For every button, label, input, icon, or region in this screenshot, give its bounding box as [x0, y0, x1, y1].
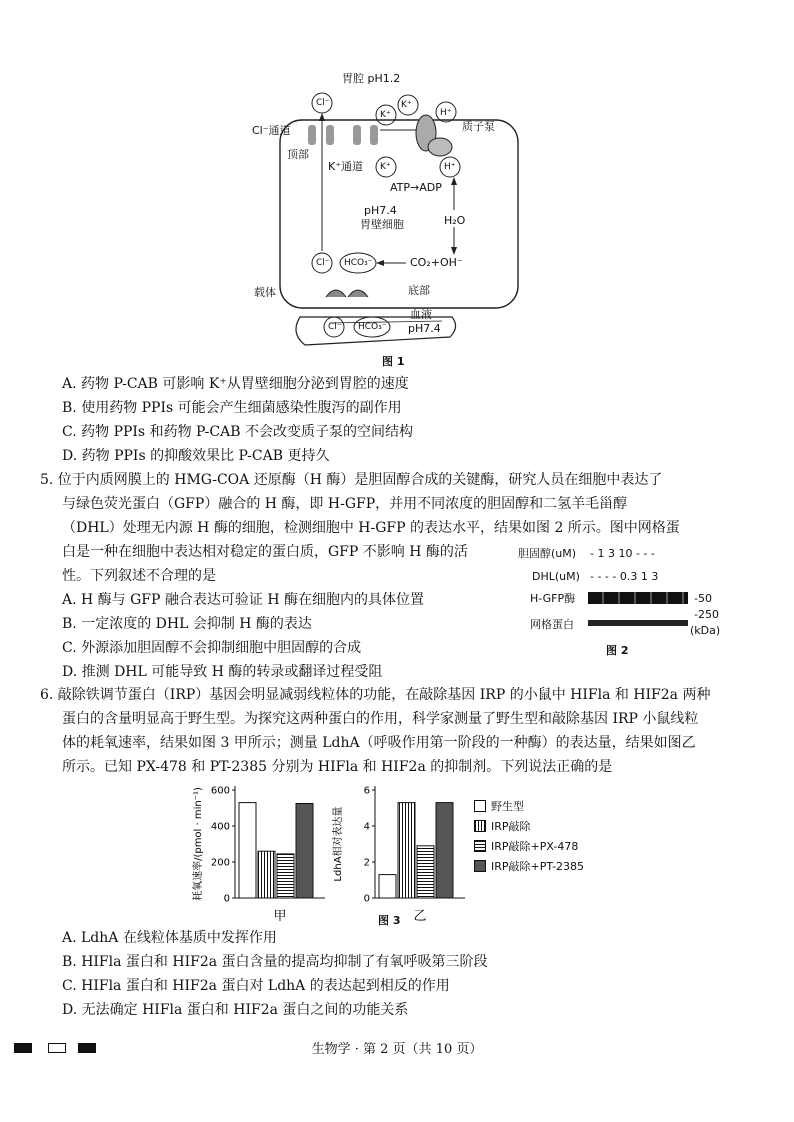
fig2-row3-label: H-GFP酶: [530, 592, 576, 605]
fig1-basal-label: 底部: [408, 284, 430, 297]
q5-line-3: （DHL）处理无内源 H 酶的细胞，检测细胞中 H-GFP 的表达水平，结果如图 2 所示。图中网格蛋: [62, 520, 680, 536]
fig1-cl-channel-label: Cl⁻通道: [252, 124, 291, 137]
legend-item-wildtype: [474, 796, 584, 816]
chart1-bar-1: [398, 803, 415, 898]
q5-option-c: C. 外源添加胆固醇不会抑制细胞中胆固醇的合成: [62, 640, 362, 656]
chart0-ytick-label-1: 200: [210, 857, 230, 869]
fig1-k-channel-label: K⁺通道: [328, 160, 364, 173]
q5-option-b: B. 一定浓度的 DHL 会抑制 H 酶的表达: [62, 616, 312, 632]
q5-line-4: 白是一种在细胞中表达相对稳定的蛋白质，GFP 不影响 H 酶的活: [62, 544, 468, 560]
fig2-row2-label: DHL(uM): [532, 570, 580, 583]
chart1-ytick-label-3: 6: [363, 785, 370, 797]
fig2-row1-label: 胆固醇(uM): [518, 547, 577, 560]
chart0-bar-3: [296, 804, 313, 899]
q6-option-b: B. HIFla 蛋白和 HIF2a 蛋白含量的提高均抑制了有氧呼吸第三阶段: [62, 954, 488, 970]
q4-option-a: A. 药物 P-CAB 可影响 K⁺从胃壁细胞分泌到胃腔的速度: [62, 376, 409, 392]
legend-label-pt2385: IRP敲除+PT-2385: [491, 860, 585, 873]
chart0-ytick-label-2: 400: [210, 821, 230, 833]
q4-option-b: B. 使用药物 PPIs 可能会产生细菌感染性腹泻的副作用: [62, 400, 402, 416]
fig1-blood-ph: pH7.4: [408, 322, 441, 335]
fig2-marker-250: -250: [694, 608, 719, 621]
q6-option-d: D. 无法确定 HIFla 蛋白和 HIF2a 蛋白之间的功能关系: [62, 1002, 409, 1018]
q5-line-1: 5. 位于内质网膜上的 HMG-COA 还原酶（H 酶）是胆固醇合成的关键酶，研究人员在细胞中表达了: [40, 472, 663, 488]
chart1-title: 乙: [413, 909, 427, 924]
fig1-carrier-label: 载体: [254, 286, 276, 299]
q6-line-3: 体的耗氧速率，结果如图 3 甲所示；测量 LdhA（呼吸作用第一阶段的一种酶）的表达量，结果如图乙: [62, 735, 696, 751]
fig1-cl-top: Cl⁻: [316, 98, 330, 108]
fig1-cell-name: 胃壁细胞: [360, 218, 404, 231]
fig3-legend: [474, 796, 584, 876]
legend-swatch-px478: [474, 840, 486, 852]
q4-option-c: C. 药物 PPIs 和药物 P-CAB 不会改变质子泵的空间结构: [62, 424, 413, 440]
fig1-apical-label: 顶部: [287, 148, 309, 161]
legend-item-px478: [474, 836, 584, 856]
fig1-cell-ph: pH7.4: [364, 204, 397, 217]
legend-swatch-pt2385: [474, 860, 486, 872]
fig1-cl-mid: Cl⁻: [316, 258, 330, 268]
legend-label-irp-ko: IRP敲除: [491, 820, 531, 833]
chart0-bar-1: [258, 851, 275, 898]
legend-swatch-irp-ko: [474, 820, 486, 832]
chart1-bar-2: [417, 846, 434, 898]
fig2-row1-values: - 1 3 10 - - -: [590, 547, 655, 560]
q5-option-d: D. 推测 DHL 可能导致 H 酶的转录或翻译过程受阻: [62, 664, 383, 680]
chart1-ytick-label-2: 4: [363, 821, 370, 833]
chart1-ytick-label-1: 2: [363, 857, 370, 869]
legend-swatch-wildtype: [474, 800, 486, 812]
fig2-row2-values: - - - - 0.3 1 3: [590, 570, 659, 583]
chart1-bar-0: [379, 875, 396, 898]
fig1-atp-label: ATP→ADP: [390, 181, 442, 194]
q6-option-a: A. LdhA 在线粒体基质中发挥作用: [62, 930, 277, 946]
chart0-ytick-label-0: 0: [223, 893, 230, 905]
fig2-row4-label: 网格蛋白: [530, 618, 574, 631]
fig1-hco3-bottom: HCO₃⁻: [358, 322, 387, 332]
chart0-bar-2: [277, 854, 294, 898]
fig1-blood-label: 血液: [410, 308, 432, 321]
fig1-stomach-label: 胃腔 pH1.2: [342, 72, 401, 85]
q6-line-4: 所示。已知 PX-478 和 PT-2385 分别为 HIFla 和 HIF2a 的抑制剂。下列说法正确的是: [62, 759, 613, 775]
fig3-caption: 图 3: [378, 914, 401, 927]
fig1-caption: 图 1: [382, 355, 405, 368]
fig1-k3: K⁺: [380, 162, 391, 172]
fig1-cl-bottom: Cl⁻: [328, 322, 342, 332]
legend-item-irp-ko: [474, 816, 584, 836]
fig2-caption: 图 2: [606, 644, 629, 657]
fig2-clathrin-band: [588, 620, 688, 626]
chart1-ylabel: LdhA相对表达量: [333, 806, 344, 882]
q6-line-1: 6. 敲除铁调节蛋白（IRP）基因会明显减弱线粒体的功能，在敲除基因 IRP 的小鼠中 HIFla 和 HIF2a 两种: [40, 687, 711, 703]
fig1-k2: K⁺: [380, 110, 391, 120]
legend-label-wildtype: 野生型: [491, 800, 524, 813]
q5-line-5: 性。下列叙述不合理的是: [62, 568, 216, 584]
fig1-hco3-mid: HCO₃⁻: [344, 258, 373, 268]
chart0-title: 甲: [273, 909, 287, 924]
chart0-bar-0: [239, 803, 256, 898]
fig1-h2: H⁺: [444, 162, 456, 172]
q5-option-a: A. H 酶与 GFP 融合表达可验证 H 酶在细胞内的具体位置: [62, 592, 424, 608]
q6-line-2: 蛋白的含量明显高于野生型。为探究这两种蛋白的作用，科学家测量了野生型和敲除基因 IRP 小鼠线粒: [62, 711, 699, 727]
fig1-co2-label: CO₂+OH⁻: [410, 256, 463, 269]
q4-option-d: D. 药物 PPIs 的抑酸效果比 P-CAB 更持久: [62, 448, 330, 464]
legend-item-pt2385: [474, 856, 584, 876]
page-footer: 生物学 · 第 2 页（共 10 页）: [311, 1042, 483, 1057]
fig2-marker-50: -50: [694, 592, 712, 605]
chart1-ytick-label-0: 0: [363, 893, 370, 905]
chart1-bar-3: [436, 803, 453, 898]
fig1-h2o-label: H₂O: [444, 214, 466, 227]
chart0-ylabel: 耗氧速率/(pmol · min⁻¹): [193, 787, 204, 901]
fig1-h1: H⁺: [440, 108, 452, 118]
fig2-unit: (kDa): [690, 624, 721, 637]
chart0-ytick-label-3: 600: [210, 785, 230, 797]
fig1-proton-pump-label: 质子泵: [462, 120, 495, 133]
fig1-k1: K⁺: [401, 100, 412, 110]
q5-line-2: 与绿色荧光蛋白（GFP）融合的 H 酶，即 H-GFP，并用不同浓度的胆固醇和二氢羊毛甾醇: [62, 496, 628, 512]
q6-option-c: C. HIFla 蛋白和 HIF2a 蛋白对 LdhA 的表达起到相反的作用: [62, 978, 450, 994]
fig2-hgfp-band: [588, 592, 688, 604]
legend-label-px478: IRP敲除+PX-478: [491, 840, 579, 853]
